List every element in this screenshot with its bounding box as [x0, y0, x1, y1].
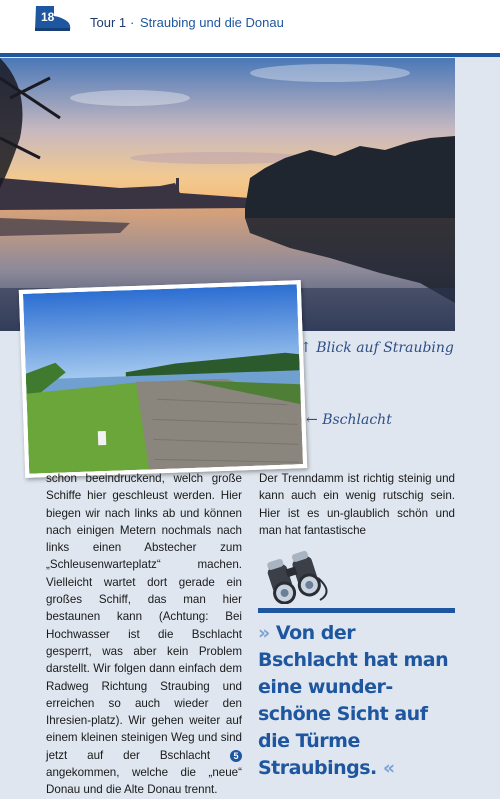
body-text-left: schon beeindruckend, welch große Schiffe hier geschleust werden. Hier biegen wir nach links ab und können nach einigen Metern nochmals nach links einen Abstecher zum „Schleusenwarteplatz“ machen. Vielleicht wartet dort gerade ein großes Schiff, das man hier bestaunen kann (Achtung: Bei Hochwasser ist die Bschlacht gesperrt, was aber kein Problem darstellt. Wir folgen dann einfach dem Radweg Richtung Straubing und erreichen so auch wieder den Ihresien-platz). Wir gehen weiter auf einem kleinen steinigen Weg und sind jetzt auf der Bschlacht — [46, 472, 242, 762]
tour-label: Tour 1 — [90, 15, 127, 30]
binoculars-icon — [260, 548, 336, 604]
caption-bschlacht — [306, 412, 392, 428]
caption-straubing-text: Blick auf Straubing — [316, 340, 454, 356]
page-number: 18 — [41, 10, 55, 24]
body-column-left — [46, 470, 242, 799]
pull-quote — [258, 620, 458, 782]
header-separator: · — [130, 15, 135, 30]
waypoint-marker: 5 — [230, 750, 242, 762]
caption-bschlacht-text: Bschlacht — [322, 412, 392, 428]
body-text-right: Der Trenndamm ist richtig steinig und kann auch ein wenig rutschig sein. Hier ist es un-glaublich schön und man hat fantastische — [259, 472, 455, 537]
header-divider — [0, 53, 500, 57]
page-number-badge — [32, 4, 72, 32]
quote-divider — [258, 608, 455, 613]
tour-title: Straubing und die Donau — [140, 15, 284, 30]
quote-close-mark: « — [382, 757, 395, 779]
body-column-right — [259, 470, 455, 539]
pull-quote-text: Von der Bschlacht hat man eine wunder-schöne Sicht auf die Türme Straubings. — [258, 622, 449, 779]
arrow-up-icon: ↑ — [300, 340, 312, 356]
quote-open-mark: » — [258, 622, 270, 644]
body-text-left-end: angekommen, welche die „neue“ Donau und die Alte Donau trennt. — [46, 766, 242, 797]
photo-bschlacht — [19, 280, 307, 478]
arrow-left-icon: ← — [306, 412, 318, 428]
caption-straubing — [300, 340, 454, 356]
